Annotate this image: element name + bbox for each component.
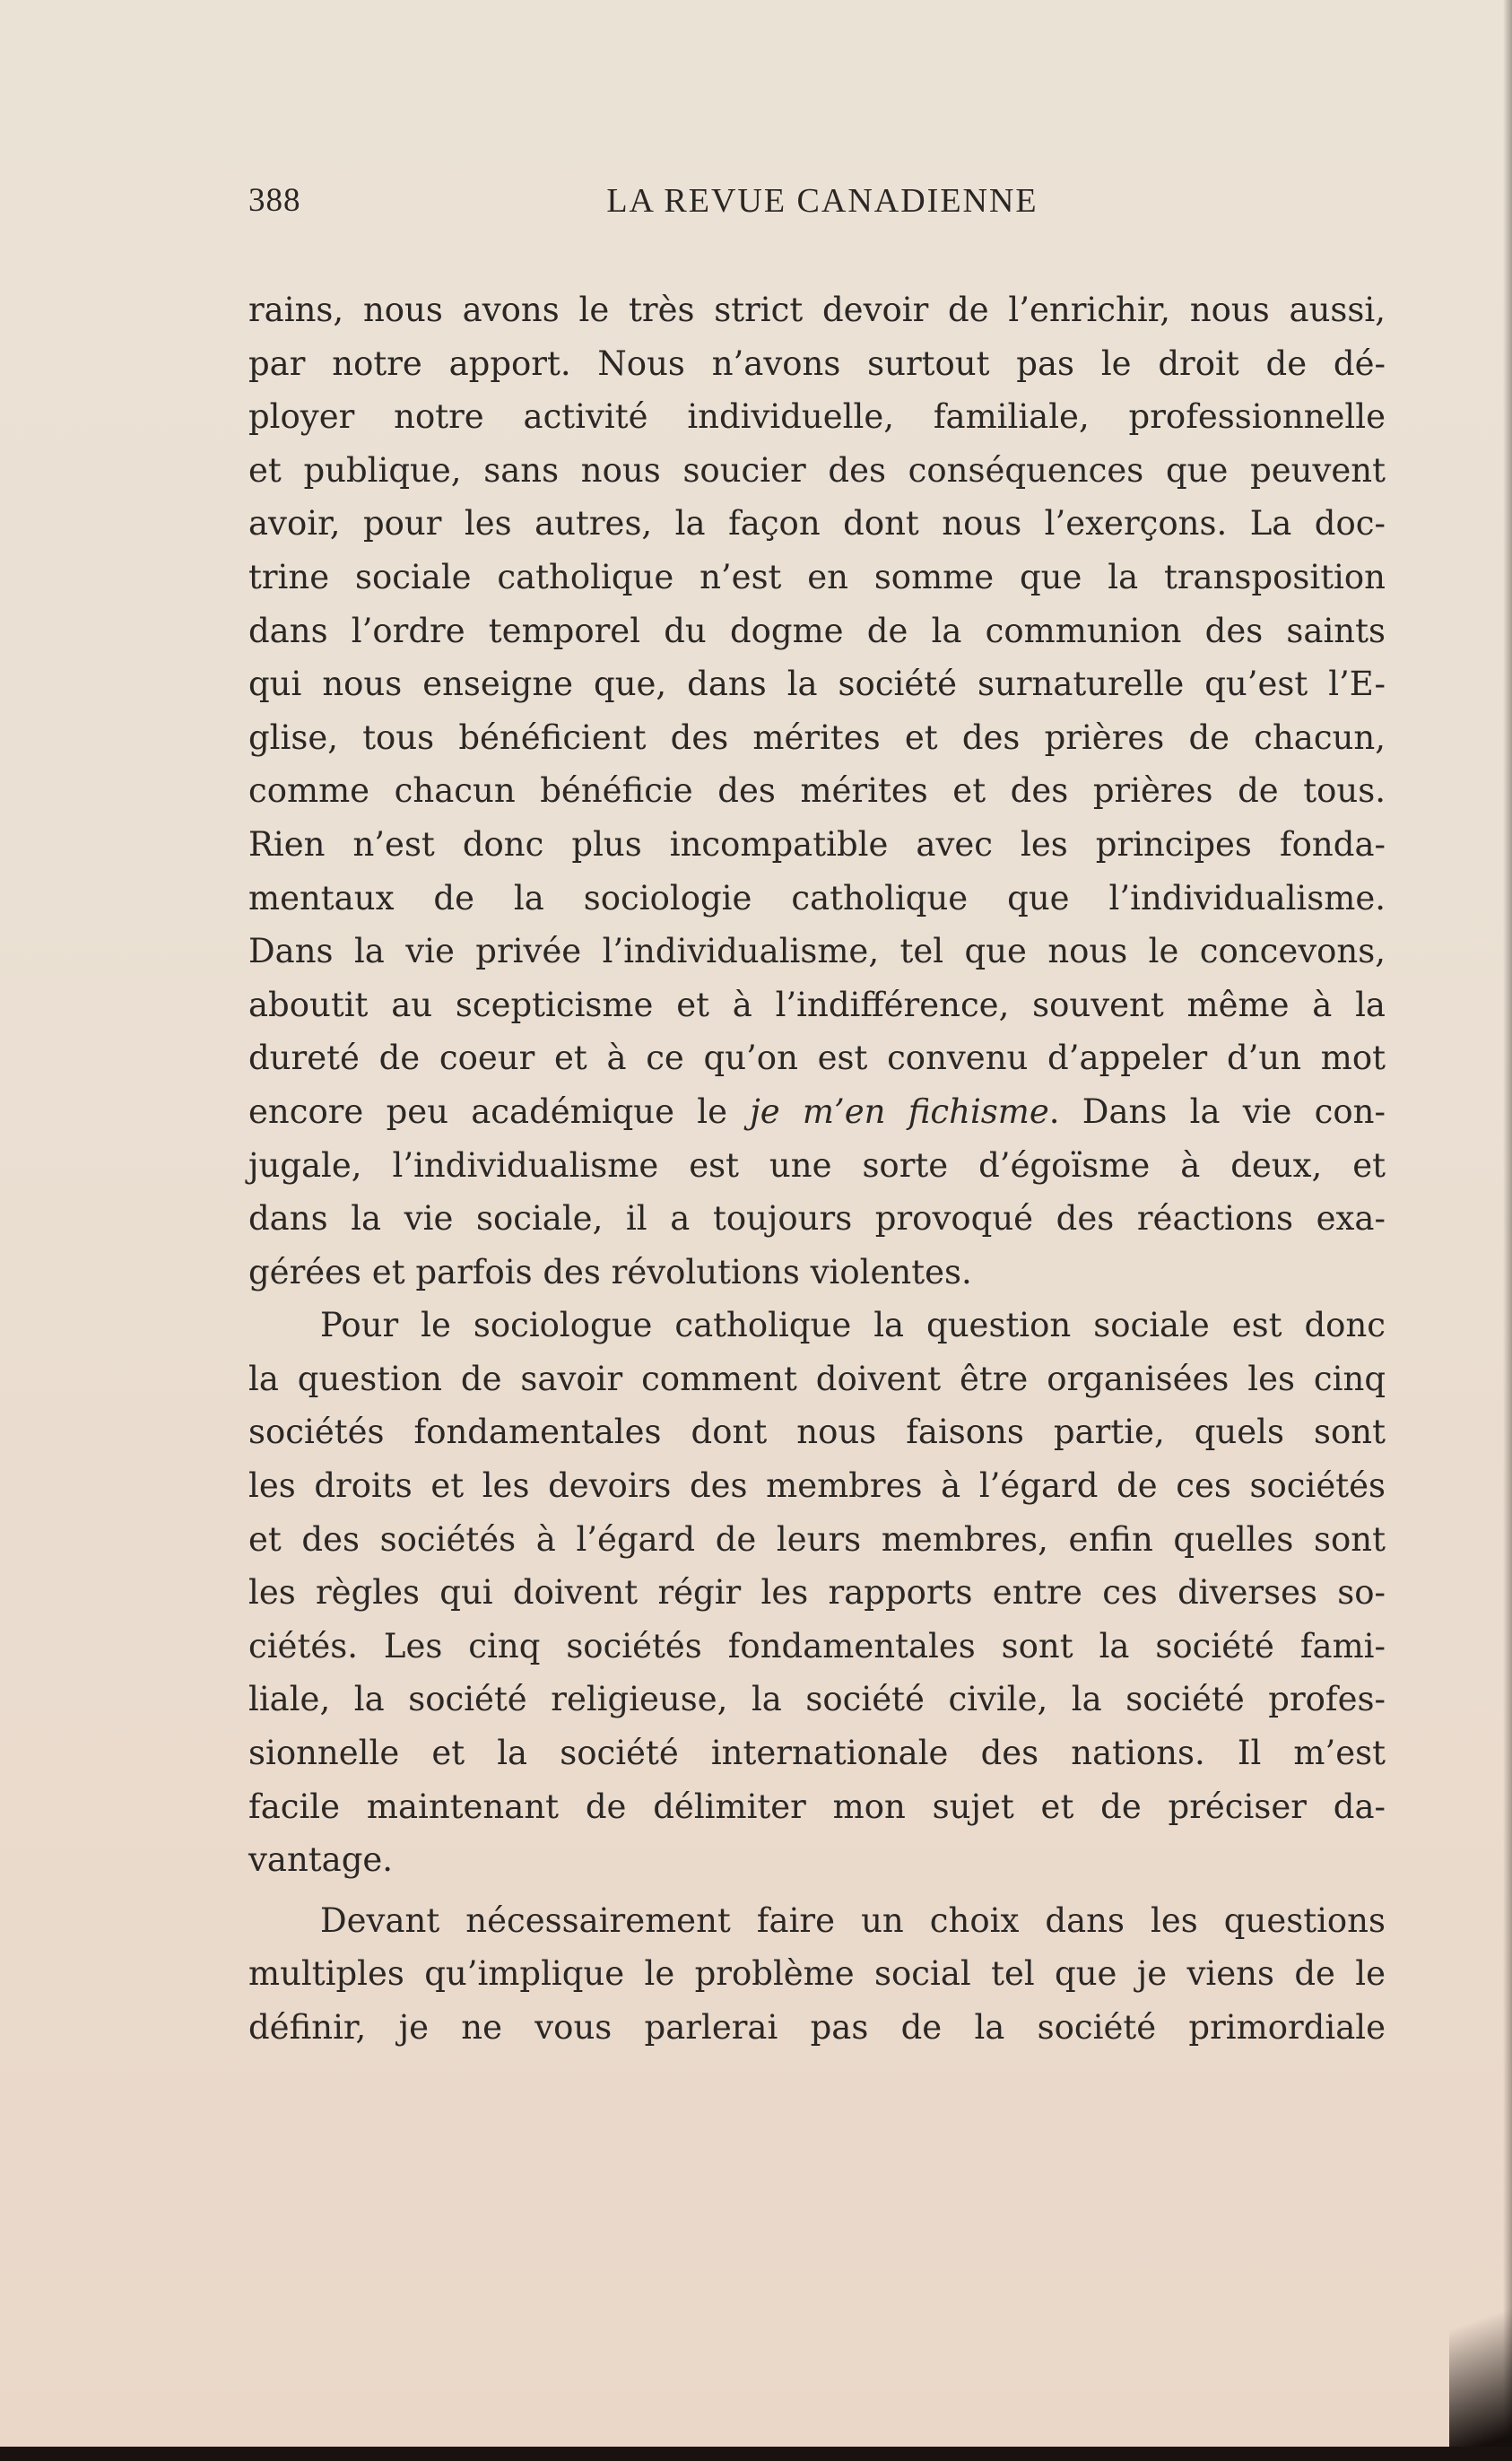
- text-line: liale, la société religieuse, la société civile, la société profes-: [248, 1680, 1386, 1719]
- text-line: facile maintenant de délimiter mon sujet et de préciser da-: [248, 1787, 1386, 1826]
- text-line: jugale, l’individualisme est une sorte d’égoïsme à deux, et: [248, 1145, 1386, 1185]
- text-line: les droits et les devoirs des membres à l’égard de ces sociétés: [248, 1466, 1386, 1506]
- text-line: qui nous enseigne que, dans la société surnaturelle qu’est l’E-: [248, 665, 1386, 704]
- paragraph-2: [248, 1299, 1386, 1887]
- running-title: LA REVUE CANADIENNE: [606, 182, 1038, 220]
- page-number: 388: [248, 182, 301, 219]
- text-line: rains, nous avons le très strict devoir de l’enrichir, nous aussi,: [248, 291, 1386, 329]
- paragraph-gap: [248, 1887, 1386, 1894]
- text-line: et des sociétés à l’égard de leurs membres, enfin quelles sont: [248, 1519, 1386, 1559]
- text-line: dureté de coeur et à ce qu’on est convenu d’appeler d’un mot: [248, 1039, 1386, 1078]
- text-line: ployer notre activité individuelle, familiale, professionnelle: [248, 397, 1386, 437]
- paragraph-1: [248, 283, 1386, 1299]
- text-line: dans l’ordre temporel du dogme de la communion des saints: [248, 611, 1386, 650]
- italic-phrase: je m’en fichisme: [750, 1091, 1049, 1131]
- text-line: avoir, pour les autres, la façon dont nous l’exerçons. La doc-: [248, 504, 1386, 544]
- text-line: dans la vie sociale, il a toujours provoqué des réactions exa-: [248, 1199, 1386, 1239]
- body-text: [248, 283, 1386, 2055]
- text-line: multiples qu’implique le problème social tel que je viens de le: [248, 1954, 1386, 1994]
- page-edge-shadow: [1503, 0, 1512, 2461]
- text-line: et publique, sans nous soucier des conséquences que peuvent: [248, 450, 1386, 490]
- text-line: Devant nécessairement faire un choix dans les questions: [320, 1900, 1386, 1940]
- text-line: sionnelle et la société internationale des nations. Il m’est: [248, 1734, 1386, 1773]
- text-line: encore peu académique le je m’en fichisme. Dans la vie con-: [248, 1091, 1386, 1131]
- running-header: [248, 181, 1380, 231]
- scan-border: [0, 2447, 1512, 2461]
- paragraph-3: [248, 1894, 1386, 2055]
- text-line: gérées et parfois des révolutions violentes.: [248, 1252, 972, 1291]
- text-line: la question de savoir comment doivent être organisées les cinq: [248, 1359, 1386, 1398]
- text-line: mentaux de la sociologie catholique que l’individualisme.: [248, 878, 1386, 917]
- text-line: sociétés fondamentales dont nous faisons partie, quels sont: [248, 1413, 1386, 1452]
- text-line: Rien n’est donc plus incompatible avec les principes fonda-: [248, 824, 1386, 864]
- text-line: aboutit au scepticisme et à l’indifférence, souvent même à la: [248, 985, 1386, 1024]
- text-line: trine sociale catholique n’est en somme que la transposition: [248, 557, 1386, 596]
- text-line: Pour le sociologue catholique la question sociale est donc: [320, 1306, 1386, 1345]
- text-line: définir, je ne vous parlerai pas de la société primordiale: [248, 2008, 1386, 2047]
- text-line: Dans la vie privée l’individualisme, tel que nous le concevons,: [248, 932, 1386, 971]
- page-corner-shadow: [1449, 2228, 1512, 2461]
- text-line: les règles qui doivent régir les rapports entre ces diverses so-: [248, 1573, 1386, 1613]
- text-line: glise, tous bénéficient des mérites et des prières de chacun,: [248, 717, 1386, 757]
- text-line: ciétés. Les cinq sociétés fondamentales sont la société fami-: [248, 1626, 1386, 1665]
- text-line: vantage.: [248, 1840, 394, 1880]
- text-line: par notre apport. Nous n’avons surtout pas le droit de dé-: [248, 343, 1386, 383]
- text-line: comme chacun bénéficie des mérites et des prières de tous.: [248, 771, 1386, 811]
